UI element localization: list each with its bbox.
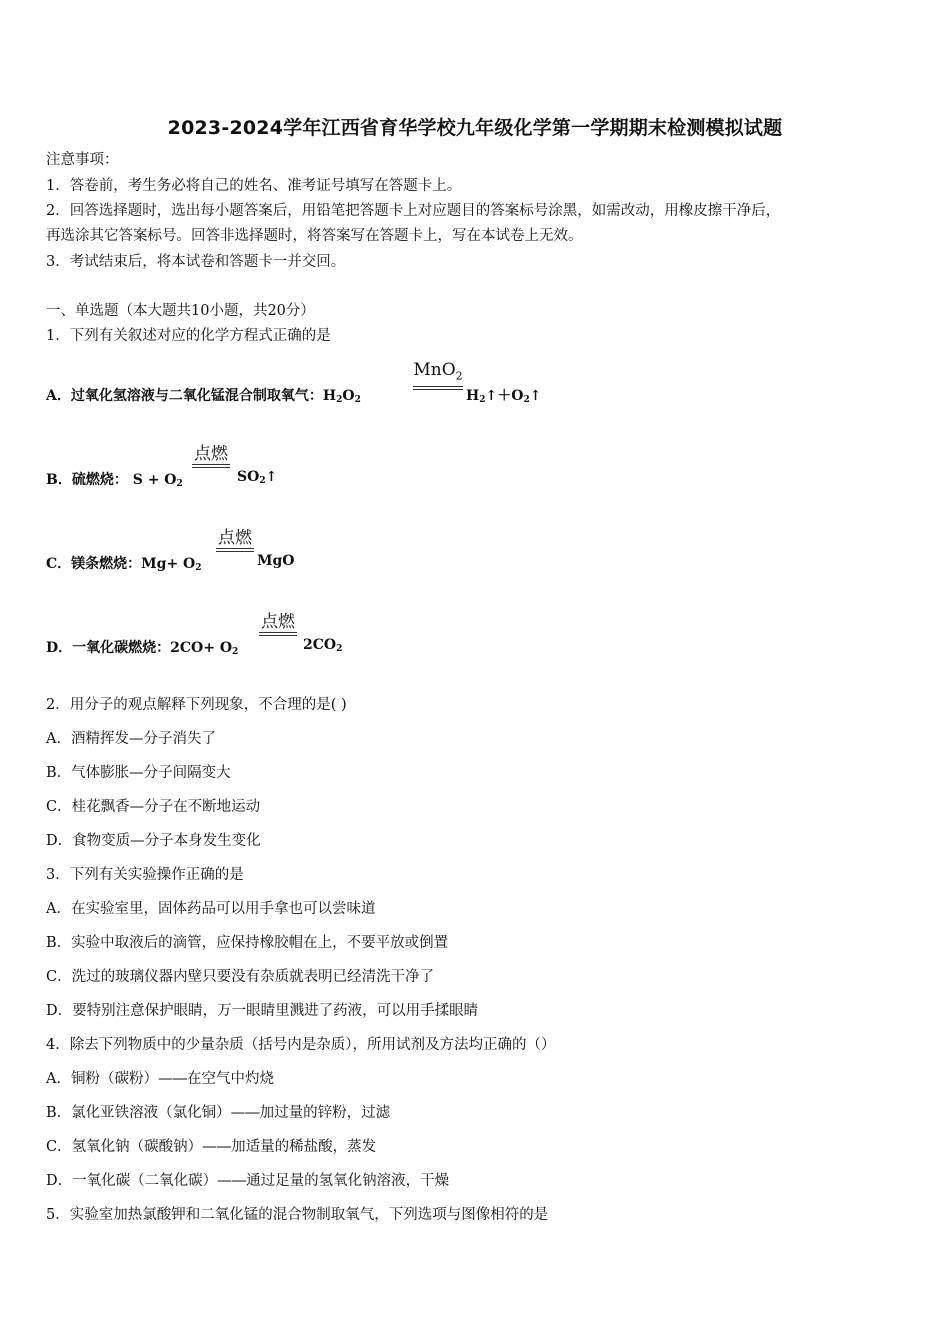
- q1-b-right: $SO_2↑$: [237, 469, 278, 486]
- q4-option-b: B．氯化亚铁溶液（氯化铜）—―加过量的锌粉，过滤: [46, 1105, 391, 1121]
- q1-option-d: D．一氧化碳燃烧：$2CO+ O_2$: [46, 640, 239, 657]
- notice-item-2-cont: 再选涂其它答案标号。回答非选择题时，将答案写在答题卡上，写在本试卷上无效。: [46, 228, 583, 244]
- q1-b-condition: 点燃: [192, 445, 230, 468]
- q1-option-a: A．过氧化氢溶液与二氧化锰混合制取氧气：$H_2O_2$: [46, 388, 361, 405]
- q4-stem: 4．除去下列物质中的少量杂质（括号内是杂质），所用试剂及方法均正确的（）: [46, 1037, 556, 1053]
- section-heading: 一、单选题（本大题共10小题，共20分）: [46, 303, 315, 319]
- q3-option-b: B．实验中取液后的滴管，应保持橡胶帽在上，不要平放或倒置: [46, 935, 449, 951]
- q5-stem: 5．实验室加热氯酸钾和二氧化锰的混合物制取氧气，下列选项与图像相符的是: [46, 1207, 549, 1223]
- q3-option-d: D．要特别注意保护眼睛，万一眼睛里溅进了药液，可以用手揉眼睛: [46, 1003, 479, 1019]
- q1-stem: 1．下列有关叙述对应的化学方程式正确的是: [46, 328, 331, 344]
- q1-c-condition: 点燃: [216, 529, 254, 552]
- q1-a-label: A．过氧化氢溶液与二氧化锰混合制取氧气：: [46, 388, 323, 404]
- q2-stem: 2．用分子的观点解释下列现象，不合理的是( ): [46, 697, 347, 713]
- q1-option-b: B．硫燃烧： $S + O_2$: [46, 472, 183, 489]
- q3-stem: 3．下列有关实验操作正确的是: [46, 867, 244, 883]
- q4-option-d: D．一氧化碳（二氧化碳）—―通过足量的氢氧化钠溶液，干燥: [46, 1173, 450, 1189]
- q1-c-right: MgO: [257, 553, 295, 569]
- q4-option-a: A．铜粉（碳粉）—―在空气中灼烧: [46, 1071, 274, 1087]
- q2-option-a: A．酒精挥发—分子消失了: [46, 731, 216, 747]
- notice-heading: 注意事项：: [46, 152, 119, 168]
- q4-option-c: C．氢氧化钠（碳酸钠）—―加适量的稀盐酸，蒸发: [46, 1139, 377, 1155]
- q1-a-catalyst: MnO$_2$: [413, 361, 463, 390]
- page-title: 2023-2024学年江西省育华学校九年级化学第一学期期末检测模拟试题: [167, 117, 783, 139]
- notice-item-3: 3．考试结束后，将本试卷和答题卡一并交回。: [46, 254, 346, 270]
- q3-option-c: C．洗过的玻璃仪器内壁只要没有杂质就表明已经清洗干净了: [46, 969, 435, 985]
- q1-a-right: $H_2↑+O_2↑$: [466, 388, 542, 405]
- notice-item-1: 1．答卷前，考生务必将自己的姓名、准考证号填写在答题卡上。: [46, 178, 462, 194]
- q1-option-c: C．镁条燃烧：$Mg+ O_2$: [46, 556, 202, 573]
- q2-option-d: D．食物变质—分子本身发生变化: [46, 833, 261, 849]
- q1-d-condition: 点燃: [259, 613, 297, 636]
- q2-option-c: C．桂花飘香—分子在不断地运动: [46, 799, 261, 815]
- q1-d-right: $2CO_2$: [303, 637, 343, 654]
- q2-option-b: B．气体膨胀—分子间隔变大: [46, 765, 231, 781]
- q3-option-a: A．在实验室里，固体药品可以用手拿也可以尝味道: [46, 901, 376, 917]
- q1-a-left: H: [322, 388, 337, 404]
- notice-item-2: 2．回答选择题时，选出每小题答案后，用铅笔把答题卡上对应题目的答案标号涂黑，如需改动，用橡皮擦干净后，: [46, 203, 781, 219]
